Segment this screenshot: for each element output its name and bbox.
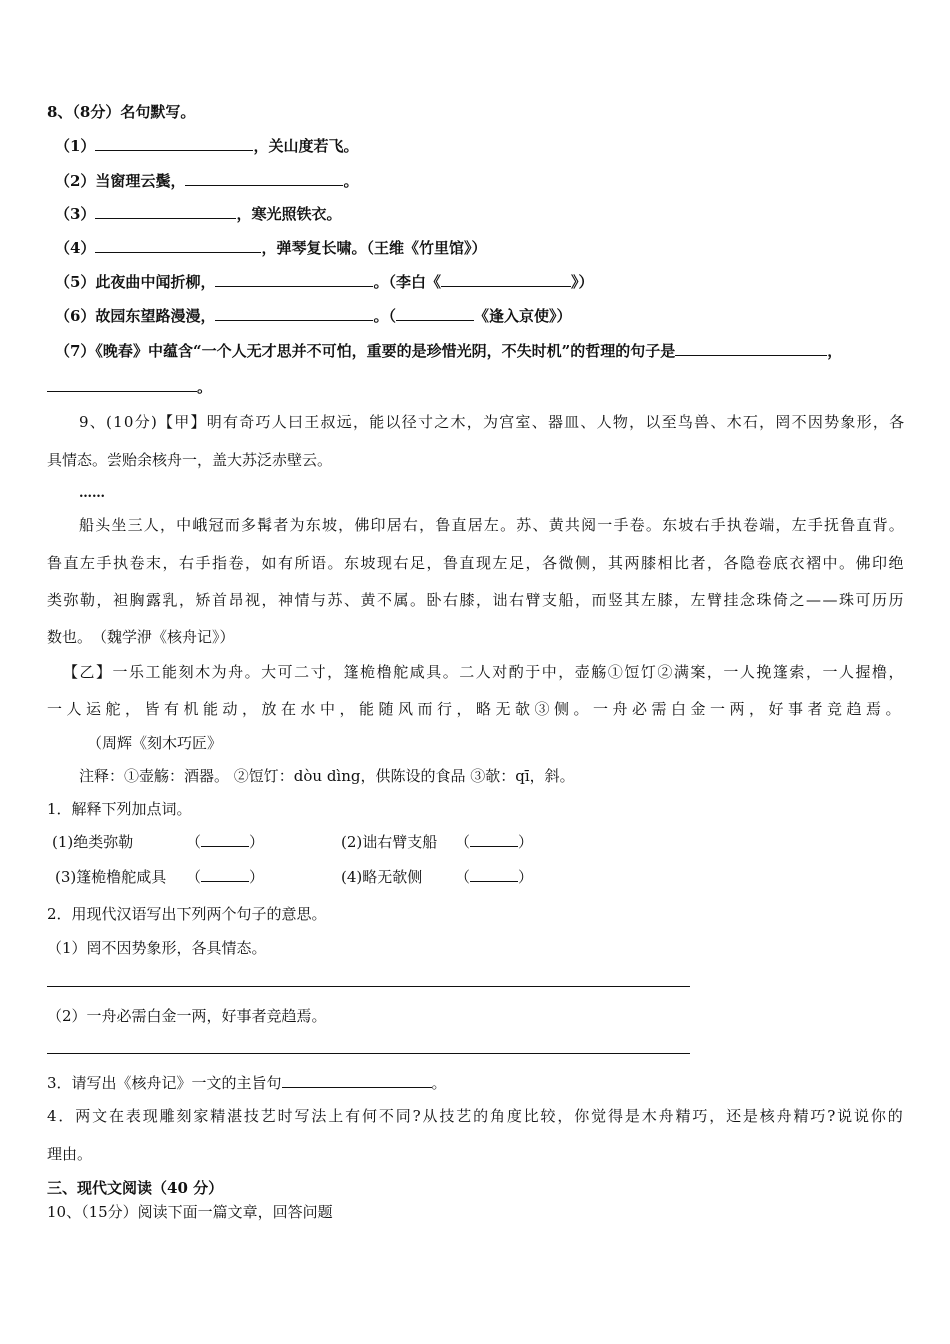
q9-passage-yi-line-1: 【乙】一乐工能刻木为舟。大可二寸，篷桅橹舵咸具。二人对酌于中，壶觞①饾饤②满案，一人挽篷索，一人握橹， <box>63 663 906 681</box>
q9-passage-jia-line-2: 具情态。尝贻余核舟一，盖大苏泛赤壁云。 <box>47 451 333 469</box>
q9-sub-1-item-3: (3)篷桅橹舵咸具 <box>55 868 167 886</box>
q9-sub-3: 3．请写出《核舟记》一文的主旨句 。 <box>47 1074 447 1092</box>
q9-sub-1-answer-2[interactable]: （ ） <box>455 833 534 851</box>
q9-sub-1-item-4: (4)略无欹侧 <box>341 868 423 886</box>
q8-line-2: （2）当窗理云鬓， 。 <box>55 172 359 190</box>
q9-sub-2-item-2: （2）一舟必需白金一两，好事者竞趋焉。 <box>47 1007 327 1025</box>
q8-line-3: （3） ，寒光照铁衣。 <box>55 205 342 223</box>
section-3-title: 三、现代文阅读（40 分） <box>47 1179 224 1197</box>
q8-line-7: （7）《晚春》中蕴含“一个人无才思并不可怕，重要的是珍惜光阴，不失时机”的哲理的句子是 ， <box>55 342 843 360</box>
q9-sub-1-item-1: (1)绝类弥勒 <box>52 833 134 851</box>
q9-passage-line-3: 类弥勒，袒胸露乳，矫首昂视，神情与苏、黄不属。卧右膝，诎右臂支船，而竖其左膝，左臂挂念珠倚之——珠可历历 <box>47 591 906 609</box>
q9-sub-2: 2．用现代汉语写出下列两个句子的意思。 <box>47 905 327 923</box>
answer-blank[interactable] <box>47 377 197 392</box>
answer-blank[interactable] <box>441 272 571 287</box>
q8-heading: 8、（8分）名句默写。 <box>47 103 196 121</box>
q9-passage-jia-line-1: 9、(10分)【甲】明有奇巧人曰王叔远，能以径寸之木，为宫室、器皿、人物，以至鸟兽、木石，罔不因势象形，各 <box>79 413 906 431</box>
answer-blank[interactable] <box>470 867 518 882</box>
answer-blank[interactable] <box>675 341 827 356</box>
q9-passage-line-2: 鲁直左手执卷末，右手指卷，如有所语。东坡现右足，鲁直现左足，各微侧，其两膝相比者，各隐卷底衣褶中。佛印绝 <box>47 554 906 572</box>
answer-blank[interactable] <box>282 1073 432 1088</box>
q8-line-6: （6）故园东望路漫漫， 。（ 《逢入京使》） <box>55 307 572 325</box>
q10-heading: 10、（15分）阅读下面一篇文章，回答问题 <box>47 1203 333 1221</box>
q9-sub-1-answer-3[interactable]: （ ） <box>186 868 265 886</box>
q9-notes: 注释：①壶觞：酒器。 ②饾饤：dòu dìng，供陈设的食品 ③欹：qī，斜。 <box>79 767 575 785</box>
q9-sub-2-item-1: （1）罔不因势象形，各具情态。 <box>47 939 267 957</box>
answer-blank[interactable] <box>396 306 474 321</box>
q9-sub-4-line-1: 4．两文在表现雕刻家精湛技艺时写法上有何不同?从技艺的角度比较，你觉得是木舟精巧，还是核舟精巧?说说你的 <box>47 1107 905 1125</box>
q8-line-7-cont: 。 <box>47 377 212 397</box>
answer-blank[interactable] <box>470 832 518 847</box>
q9-sub-1-item-2: (2)诎右臂支船 <box>341 833 438 851</box>
q9-passage-line-1: 船头坐三人，中峨冠而多髯者为东坡，佛印居右，鲁直居左。苏、黄共阅一手卷。东坡右手执卷端，左手抚鲁直背。 <box>79 516 906 534</box>
q9-ellipsis: …… <box>79 486 105 501</box>
answer-line[interactable] <box>47 1053 690 1054</box>
answer-blank[interactable] <box>95 136 253 151</box>
q9-sub-1-answer-1[interactable]: （ ） <box>186 833 265 851</box>
answer-blank[interactable] <box>215 306 373 321</box>
q8-line-4: （4） ，弹琴复长啸。（王维《竹里馆》） <box>55 239 487 257</box>
answer-line[interactable] <box>47 986 690 987</box>
q8-line-1: （1） ，关山度若飞。 <box>55 137 359 155</box>
answer-blank[interactable] <box>201 867 249 882</box>
q9-passage-yi-line-2: 一人运舵，皆有机能动，放在水中，能随风而行，略无欹③侧。一舟必需白金一两，好事者竞趋焉。 <box>47 700 906 718</box>
answer-blank[interactable] <box>95 238 261 253</box>
q9-sub-4-line-2: 理由。 <box>47 1145 93 1163</box>
answer-blank[interactable] <box>185 171 343 186</box>
answer-blank[interactable] <box>95 204 236 219</box>
answer-blank[interactable] <box>215 272 373 287</box>
q8-line-5: （5）此夜曲中闻折柳， 。（李白《 》） <box>55 273 594 291</box>
q9-sub-1-answer-4[interactable]: （ ） <box>455 868 534 886</box>
answer-blank[interactable] <box>201 832 249 847</box>
q9-passage-line-4: 数也。 （魏学洢《核舟记》） <box>47 628 235 646</box>
q9-source-yi: （周辉《刻木巧匠》 <box>87 734 223 752</box>
q9-sub-1: 1．解释下列加点词。 <box>47 800 192 818</box>
